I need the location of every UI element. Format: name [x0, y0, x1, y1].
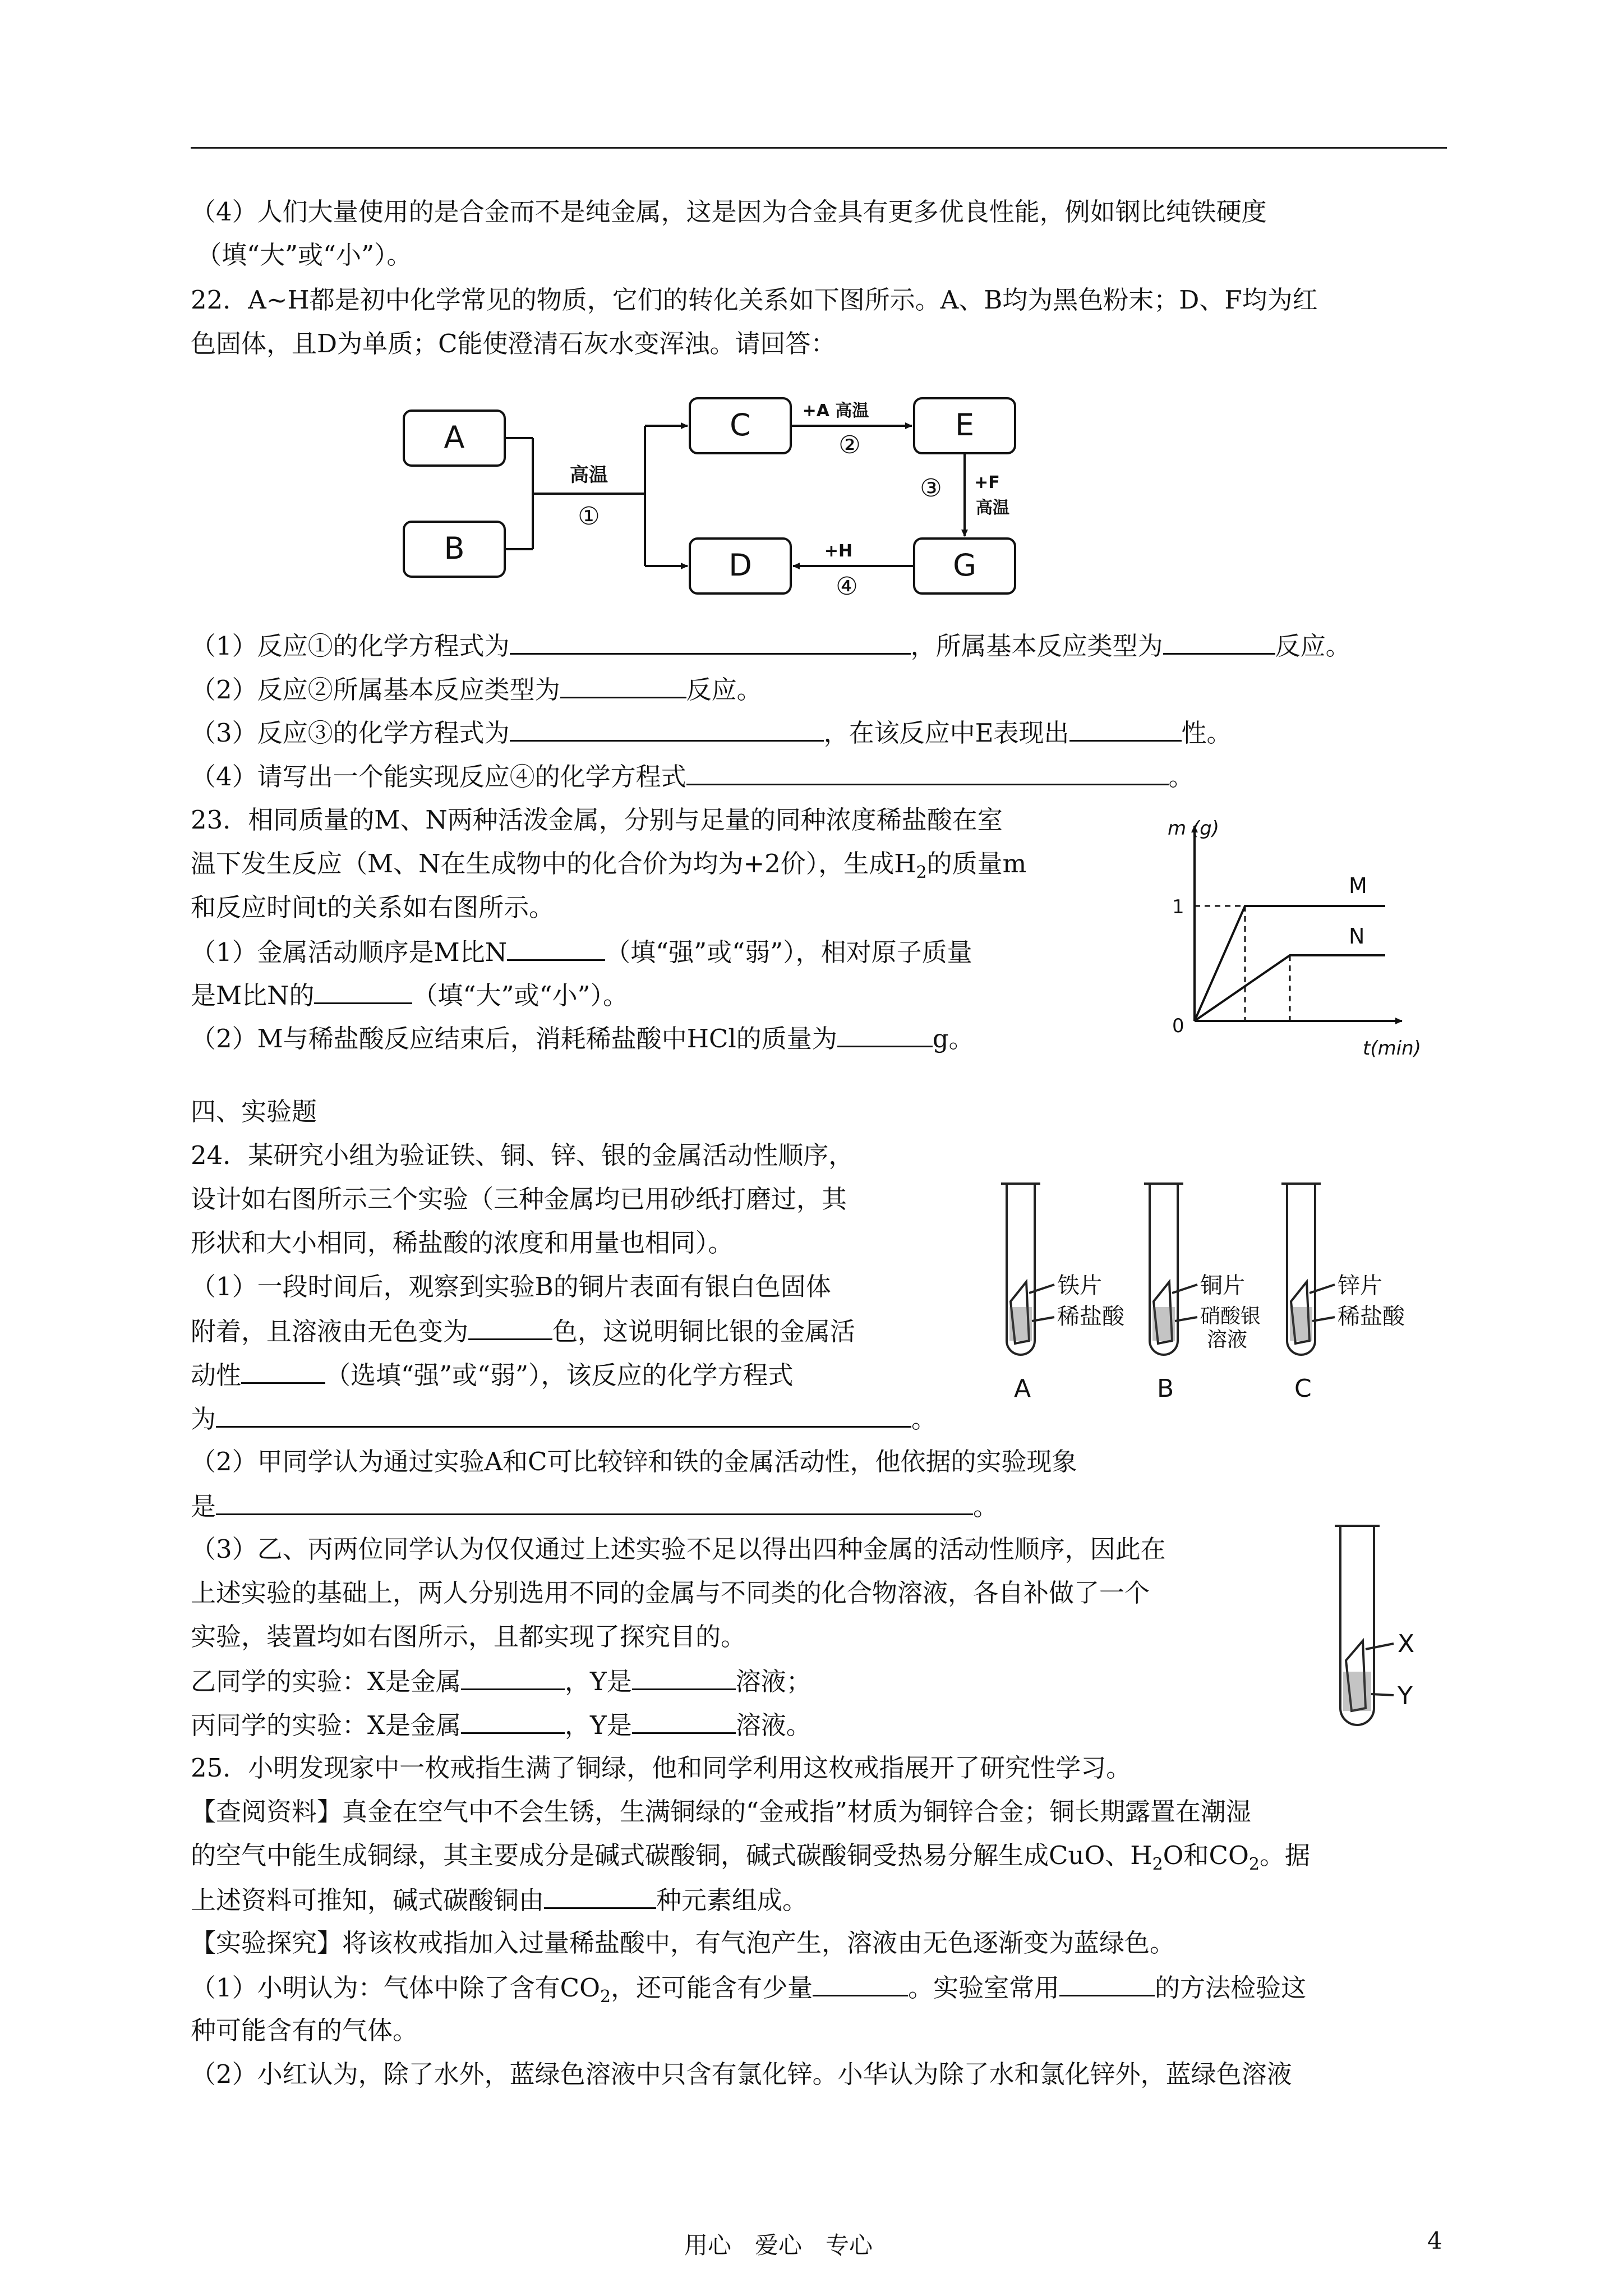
q24-line6: 动性 （选填“强”或“弱”），该反应的化学方程式: [191, 1358, 794, 1392]
q24-line7: 为 。: [191, 1401, 937, 1436]
q22-stem-line2: 色固体，且D为单质；C能使澄清石灰水变浑浊。请回答：: [191, 329, 836, 358]
r4-number: ④: [836, 572, 858, 601]
origin-label: 0: [1172, 1015, 1184, 1037]
q24-line13: 乙同学的实验：X是金属 ，Y是 溶液；: [191, 1664, 811, 1699]
q25-line1: 25．小明发现家中一枚戒指生满了铜绿，他和同学利用这枚戒指展开了研究性学习。: [191, 1753, 1132, 1783]
x-axis-label: t(min): [1363, 1037, 1421, 1060]
y-axis-label: m (g): [1168, 817, 1220, 840]
tube-a-solution: 稀盐酸: [1057, 1304, 1124, 1329]
q22-part2: （2）反应②所属基本反应类型为 反应。: [191, 672, 762, 707]
q25-line6: （1）小明认为：气体中除了含有$CO_2$，还可能含有少量 。实验室常用 的方法检验这: [191, 1970, 1306, 2014]
q22-part4: （4）请写出一个能实现反应④的化学方程式 。: [191, 759, 1194, 794]
q22-reaction-diagram: [393, 387, 1038, 611]
x-label: X: [1398, 1630, 1415, 1658]
r4-condition: +H: [824, 541, 853, 561]
q21-part4-line2: （填“大”或“小”）。: [196, 240, 412, 270]
series-n-label: N: [1349, 924, 1365, 949]
tube-c-metal: 锌片: [1338, 1273, 1382, 1299]
q23-mass-time-graph: [1155, 797, 1447, 1066]
page-number: 4: [1427, 2227, 1442, 2254]
node-c: C: [730, 407, 751, 443]
q25-line4: 上述资料可推知，碱式碳酸铜由 种元素组成。: [191, 1883, 808, 1917]
q23-part1-line1: （1）金属活动顺序是M比N （填“强”或“弱”），相对原子质量: [191, 935, 972, 969]
r3-condition-2: 高温: [976, 498, 1009, 518]
section4-title: 四、实验题: [191, 1097, 317, 1126]
tube-b-metal: 铜片: [1200, 1273, 1245, 1299]
q24-line8: （2）甲同学认为通过实验A和C可比较锌和铁的金属活动性，他依据的实验现象: [191, 1447, 1077, 1476]
r1-condition: 高温: [570, 464, 608, 486]
q23-stem-line1: 23．相同质量的M、N两种活泼金属，分别与足量的同种浓度稀盐酸在室: [191, 805, 1003, 835]
q24-line14: 丙同学的实验：X是金属 ，Y是 溶液。: [191, 1708, 811, 1742]
tube-b-solution-2: 溶液: [1207, 1328, 1248, 1351]
node-d: D: [728, 547, 752, 583]
q24-xy-tube-figure: [1324, 1515, 1436, 1739]
series-m-label: M: [1349, 873, 1367, 898]
q25-line7: 种可能含有的气体。: [191, 2016, 418, 2045]
node-a: A: [444, 420, 465, 455]
q24-line10: （3）乙、丙两位同学认为仅仅通过上述实验不足以得出四种金属的活动性顺序，因此在: [191, 1534, 1166, 1564]
r2-number: ②: [838, 431, 861, 459]
q24-line3: 形状和大小相同，稀盐酸的浓度和用量也相同）。: [191, 1228, 734, 1258]
q25-line3: 的空气中能生成铜绿，其主要成分是碱式碳酸铜，碱式碳酸铜受热易分解生成CuO、$H_2O$和$CO_2$。据: [191, 1841, 1310, 1874]
q25-line8: （2）小红认为，除了水外，蓝绿色溶液中只含有氯化锌。小华认为除了水和氯化锌外，蓝绿色溶液: [191, 2059, 1292, 2089]
tube-c-letter: C: [1294, 1374, 1312, 1403]
tube-a-letter: A: [1014, 1374, 1031, 1403]
q23-stem-line3: 和反应时间t的关系如右图所示。: [191, 892, 555, 922]
footer-motto: 用心 爱心 专心: [684, 2231, 873, 2259]
r3-number: ③: [920, 474, 942, 503]
tube-b-solution-1: 硝酸银: [1200, 1305, 1261, 1328]
q24-line12: 实验，装置均如右图所示，且都实现了探究目的。: [191, 1622, 746, 1651]
q24-three-tubes-figure: [976, 1172, 1430, 1419]
tube-b-letter: B: [1157, 1374, 1174, 1403]
node-b: B: [444, 531, 465, 566]
node-e: E: [955, 407, 975, 443]
q24-line11: 上述实验的基础上，两人分别选用不同的金属与不同类的化合物溶液，各自补做了一个: [191, 1578, 1150, 1608]
r1-number: ①: [578, 502, 600, 531]
q21-part4-line1: （4）人们大量使用的是合金而不是纯金属，这是因为合金具有更多优良性能，例如钢比纯铁硬度: [191, 197, 1267, 227]
node-g: G: [953, 547, 976, 583]
q24-line4: （1）一段时间后，观察到实验B的铜片表面有银白色固体: [191, 1272, 831, 1301]
tube-c-solution: 稀盐酸: [1338, 1304, 1405, 1329]
q24-line9: 是 。: [191, 1489, 998, 1524]
q25-line2: 【查阅资料】真金在空气中不会生锈，生满铜绿的“金戒指”材质为铜锌合金；铜长期露置在潮湿: [191, 1797, 1252, 1826]
q23-part2: （2）M与稀盐酸反应结束后，消耗稀盐酸中HCl的质量为 g。: [191, 1021, 974, 1056]
q24-line1: 24．某研究小组为验证铁、铜、锌、银的金属活动性顺序，: [191, 1140, 854, 1170]
y-tick-1: 1: [1172, 896, 1184, 918]
q23-stem-line2: 温下发生反应（M、N在生成物中的化合价为均为+2价），生成$H_2$的质量m: [191, 849, 1027, 882]
q24-line5: 附着，且溶液由无色变为 色，这说明铜比银的金属活: [191, 1314, 855, 1349]
q24-line2: 设计如右图所示三个实验（三种金属均已用砂纸打磨过，其: [191, 1184, 847, 1214]
q23-part1-line2: 是M比N的 （填“大”或“小”）。: [191, 978, 628, 1013]
r3-condition-1: +F: [974, 473, 1000, 493]
r2-condition: +A 高温: [802, 401, 869, 421]
header-rule: [191, 147, 1447, 149]
q25-line5: 【实验探究】将该枚戒指加入过量稀盐酸中，有气泡产生，溶液由无色逐渐变为蓝绿色。: [191, 1928, 1175, 1958]
tube-a-metal: 铁片: [1057, 1273, 1102, 1299]
q22-part3: （3）反应③的化学方程式为 ，在该反应中E表现出 性。: [191, 715, 1232, 750]
y-label: Y: [1398, 1682, 1413, 1710]
q22-stem-line1: 22．A~H都是初中化学常见的物质，它们的转化关系如下图所示。A、B均为黑色粉末；D、F均为红: [191, 285, 1318, 315]
q22-part1: （1）反应①的化学方程式为 ，所属基本反应类型为 反应。: [191, 628, 1351, 663]
